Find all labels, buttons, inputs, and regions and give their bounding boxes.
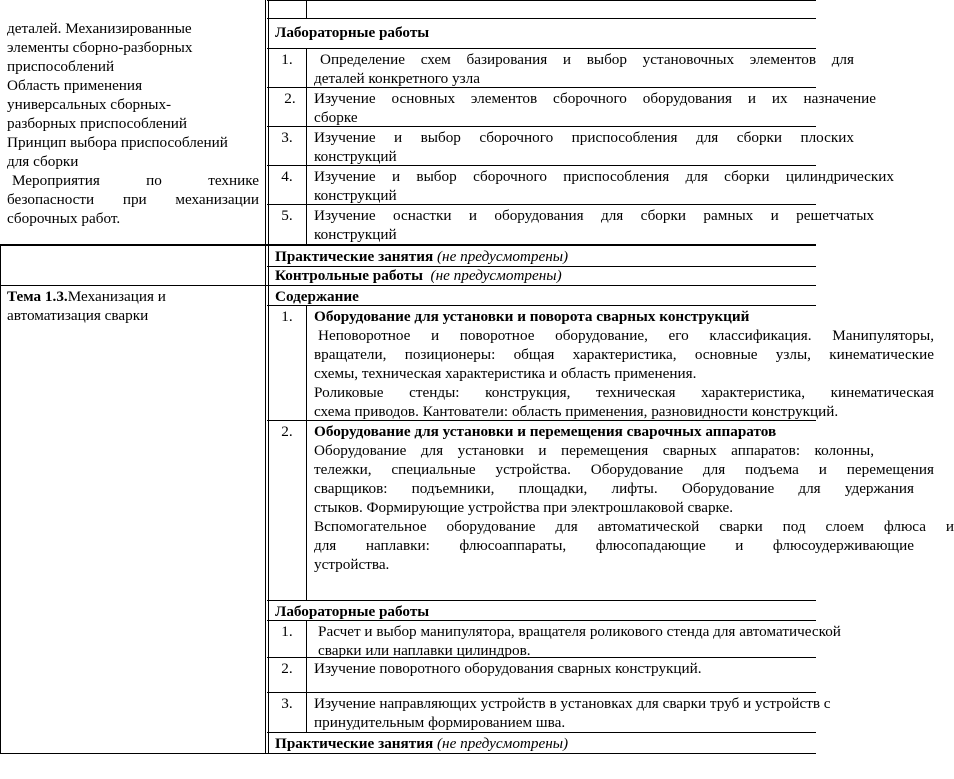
item-text: конструкций <box>314 148 397 165</box>
item-text: Неповоротное и поворотное оборудование, его классификация. Манипуляторы, <box>318 327 934 344</box>
left-line: Принцип выбора приспособлений <box>7 134 228 151</box>
left-line: безопасности при механизации <box>7 191 259 208</box>
left-line: сборочных работ. <box>7 210 121 227</box>
practice-note: (не предусмотрены) <box>436 248 569 265</box>
practice-row <box>275 734 568 753</box>
item-text: конструкций <box>314 187 397 204</box>
topic-title <box>7 287 166 306</box>
item-text: Роликовые стенды: конструкция, техническая характеристика, кинематическая <box>314 384 934 401</box>
item-number: 3. <box>281 695 293 712</box>
item-text: для наплавки: флюсоаппараты, флюсопадающие и флюсоудерживающие <box>314 537 914 554</box>
topic-label: Тема 1.3. <box>7 288 68 305</box>
item-text: Изучение и выбор сборочного приспособления для сборки цилиндрических <box>314 168 894 185</box>
item-text: конструкций <box>314 226 397 243</box>
row-border <box>267 692 816 693</box>
control-note: (не предусмотрены) <box>430 267 562 284</box>
column-border <box>265 0 266 754</box>
row-border <box>267 48 816 49</box>
item-text: вращатели, позиционеры: общая характеристика, основные узлы, кинематические <box>314 346 934 363</box>
row-border <box>267 0 816 1</box>
item-number: 1. <box>281 308 293 325</box>
item-text: устройства. <box>314 556 390 573</box>
item-text: сборке <box>314 109 358 126</box>
practice-note: (не предусмотрены) <box>436 735 569 752</box>
item-text: Изучение и выбор сборочного приспособления для сборки плоских <box>314 129 854 146</box>
left-line: приспособлений <box>7 58 115 75</box>
control-row <box>275 266 562 285</box>
item-number: 2. <box>284 90 296 107</box>
lab-heading: Лабораторные работы <box>275 603 430 620</box>
item-number: 1. <box>281 623 293 640</box>
item-text: стыков. Формирующие устройства при электрошлаковой сварке. <box>314 499 734 516</box>
item-text: схемы, техническая характеристика и область применения. <box>314 365 697 382</box>
item-text: схема приводов. Кантователи: область применения, разновидности конструкций. <box>314 403 839 420</box>
item-number: 2. <box>281 660 293 677</box>
item-number: 2. <box>281 423 293 440</box>
item-text: тележки, специальные устройства. Оборудование для подъема и перемещения <box>314 461 934 478</box>
item-text: деталей конкретного узла <box>314 70 480 87</box>
item-text: сварщиков: подъемники, площадки, лифты. Оборудование для удержания <box>314 480 914 497</box>
column-border <box>0 244 1 754</box>
column-border <box>306 305 307 600</box>
left-line: разборных приспособлений <box>7 115 188 132</box>
lab-heading: Лабораторные работы <box>275 24 430 41</box>
item-text: Определение схем базирования и выбор установочных элементов для <box>320 51 854 68</box>
item-text: сварки или наплавки цилиндров. <box>318 642 531 659</box>
left-line: Область применения <box>7 77 143 94</box>
item-title: Оборудование для установки и перемещения сварочных аппаратов <box>314 423 777 440</box>
practice-label: Практические занятия <box>275 735 434 752</box>
item-text: Оборудование для установки и перемещения сварных аппаратов: колонны, <box>314 442 874 459</box>
left-line: элементы сборно-разборных <box>7 39 193 56</box>
item-text: Изучение оснастки и оборудования для сборки рамных и решетчатых <box>314 207 874 224</box>
item-text: Изучение поворотного оборудования сварных конструкций. <box>314 660 702 677</box>
row-border <box>0 244 816 246</box>
left-line: деталей. Механизированные <box>7 20 192 37</box>
item-text: Вспомогательное оборудование для автоматической сварки под слоем флюса и <box>314 518 954 535</box>
item-text: принудительным формированием шва. <box>314 714 566 731</box>
item-text: Изучение основных элементов сборочного оборудования и их назначение <box>314 90 876 107</box>
item-text: Расчет и выбор манипулятора, вращателя роликового стенда для автоматической <box>318 623 841 640</box>
row-border <box>267 18 816 19</box>
topic-title-line: автоматизация сварки <box>7 307 149 324</box>
item-number: 5. <box>281 207 293 224</box>
row-border <box>267 600 816 601</box>
item-number: 4. <box>281 168 293 185</box>
practice-label: Практические занятия <box>275 248 434 265</box>
left-line: универсальных сборных- <box>7 96 172 113</box>
item-number: 3. <box>281 129 293 146</box>
item-number: 1. <box>281 51 293 68</box>
practice-row <box>275 247 568 266</box>
topic-name: Механизация и <box>67 288 166 305</box>
content-heading: Содержание <box>275 288 359 305</box>
left-line: для сборки <box>7 153 79 170</box>
column-border <box>306 0 307 18</box>
left-line: Мероприятия по технике <box>12 172 259 189</box>
item-title: Оборудование для установки и поворота сварных конструкций <box>314 308 750 325</box>
control-label: Контрольные работы <box>275 267 423 284</box>
item-text: Изучение направляющих устройств в установках для сварки труб и устройств с <box>314 695 831 712</box>
